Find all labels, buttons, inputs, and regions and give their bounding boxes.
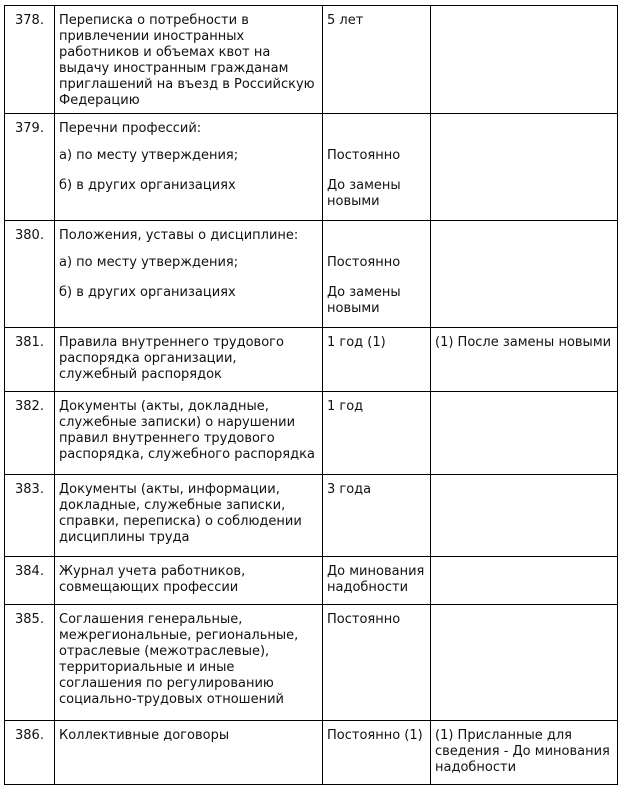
records-table xyxy=(4,5,618,785)
row-title: Документы (акты, докладные, служебные записки) о нарушении правил внутреннего трудового распорядка, служебного распорядка xyxy=(55,392,323,475)
table-row xyxy=(5,114,618,221)
row-term-cell xyxy=(323,221,431,328)
row-term: 1 год (1) xyxy=(323,328,431,392)
row-number: 380. xyxy=(5,221,55,328)
table-row xyxy=(5,557,618,605)
row-note xyxy=(431,114,618,221)
row-term-a: Постоянно xyxy=(327,148,401,163)
row-title-cell xyxy=(55,221,323,328)
row-title: Соглашения генеральные, межрегиональные, региональные, отраслевые (межотраслевые), территориальные и иные соглашения по регулированию социально-трудовых отношений xyxy=(55,605,323,721)
row-number: 385. xyxy=(5,605,55,721)
row-note xyxy=(431,392,618,475)
row-title: Перечни профессий: xyxy=(59,121,202,136)
row-term-cell xyxy=(323,114,431,221)
row-number: 378. xyxy=(5,6,55,114)
row-title-cell xyxy=(55,114,323,221)
row-subitem-b: б) в других организациях xyxy=(59,285,236,300)
row-note xyxy=(431,557,618,605)
row-subitem-a: а) по месту утверждения; xyxy=(59,255,239,270)
row-title: Документы (акты, информации, докладные, служебные записки, справки, переписка) о соблюдении дисциплины труда xyxy=(55,475,323,557)
row-term: До минования надобности xyxy=(323,557,431,605)
row-title: Журнал учета работников, совмещающих профессии xyxy=(55,557,323,605)
table-row xyxy=(5,221,618,328)
term-spacer xyxy=(327,121,426,137)
row-number: 383. xyxy=(5,475,55,557)
row-note xyxy=(431,6,618,114)
row-term: Постоянно (1) xyxy=(323,721,431,785)
table-row xyxy=(5,721,618,785)
term-spacer xyxy=(327,228,426,244)
row-term: 3 года xyxy=(323,475,431,557)
row-note: (1) После замены новыми xyxy=(431,328,618,392)
row-number: 386. xyxy=(5,721,55,785)
row-title: Переписка о потребности в привлечении иностранных работников и объемах квот на выдачу иностранным гражданам приглашений на въезд в Российскую Федерацию xyxy=(55,6,323,114)
row-term-b: До замены новыми xyxy=(327,178,401,209)
row-note xyxy=(431,475,618,557)
row-number: 381. xyxy=(5,328,55,392)
row-note xyxy=(431,221,618,328)
table-row xyxy=(5,328,618,392)
table-row xyxy=(5,6,618,114)
row-subitem-b: б) в других организациях xyxy=(59,178,236,193)
row-number: 384. xyxy=(5,557,55,605)
row-subitem-a: а) по месту утверждения; xyxy=(59,148,239,163)
table-row xyxy=(5,605,618,721)
row-number: 382. xyxy=(5,392,55,475)
row-term: 5 лет xyxy=(323,6,431,114)
row-title: Правила внутреннего трудового распорядка организации, служебный распорядок xyxy=(55,328,323,392)
row-title: Положения, уставы о дисциплине: xyxy=(59,228,299,243)
table-row xyxy=(5,392,618,475)
row-term-b: До замены новыми xyxy=(327,285,401,316)
row-term: Постоянно xyxy=(323,605,431,721)
row-title: Коллективные договоры xyxy=(55,721,323,785)
table-row xyxy=(5,475,618,557)
row-term-a: Постоянно xyxy=(327,255,401,270)
row-note: (1) Присланные для сведения - До минования надобности xyxy=(431,721,618,785)
row-term: 1 год xyxy=(323,392,431,475)
row-number: 379. xyxy=(5,114,55,221)
row-note xyxy=(431,605,618,721)
